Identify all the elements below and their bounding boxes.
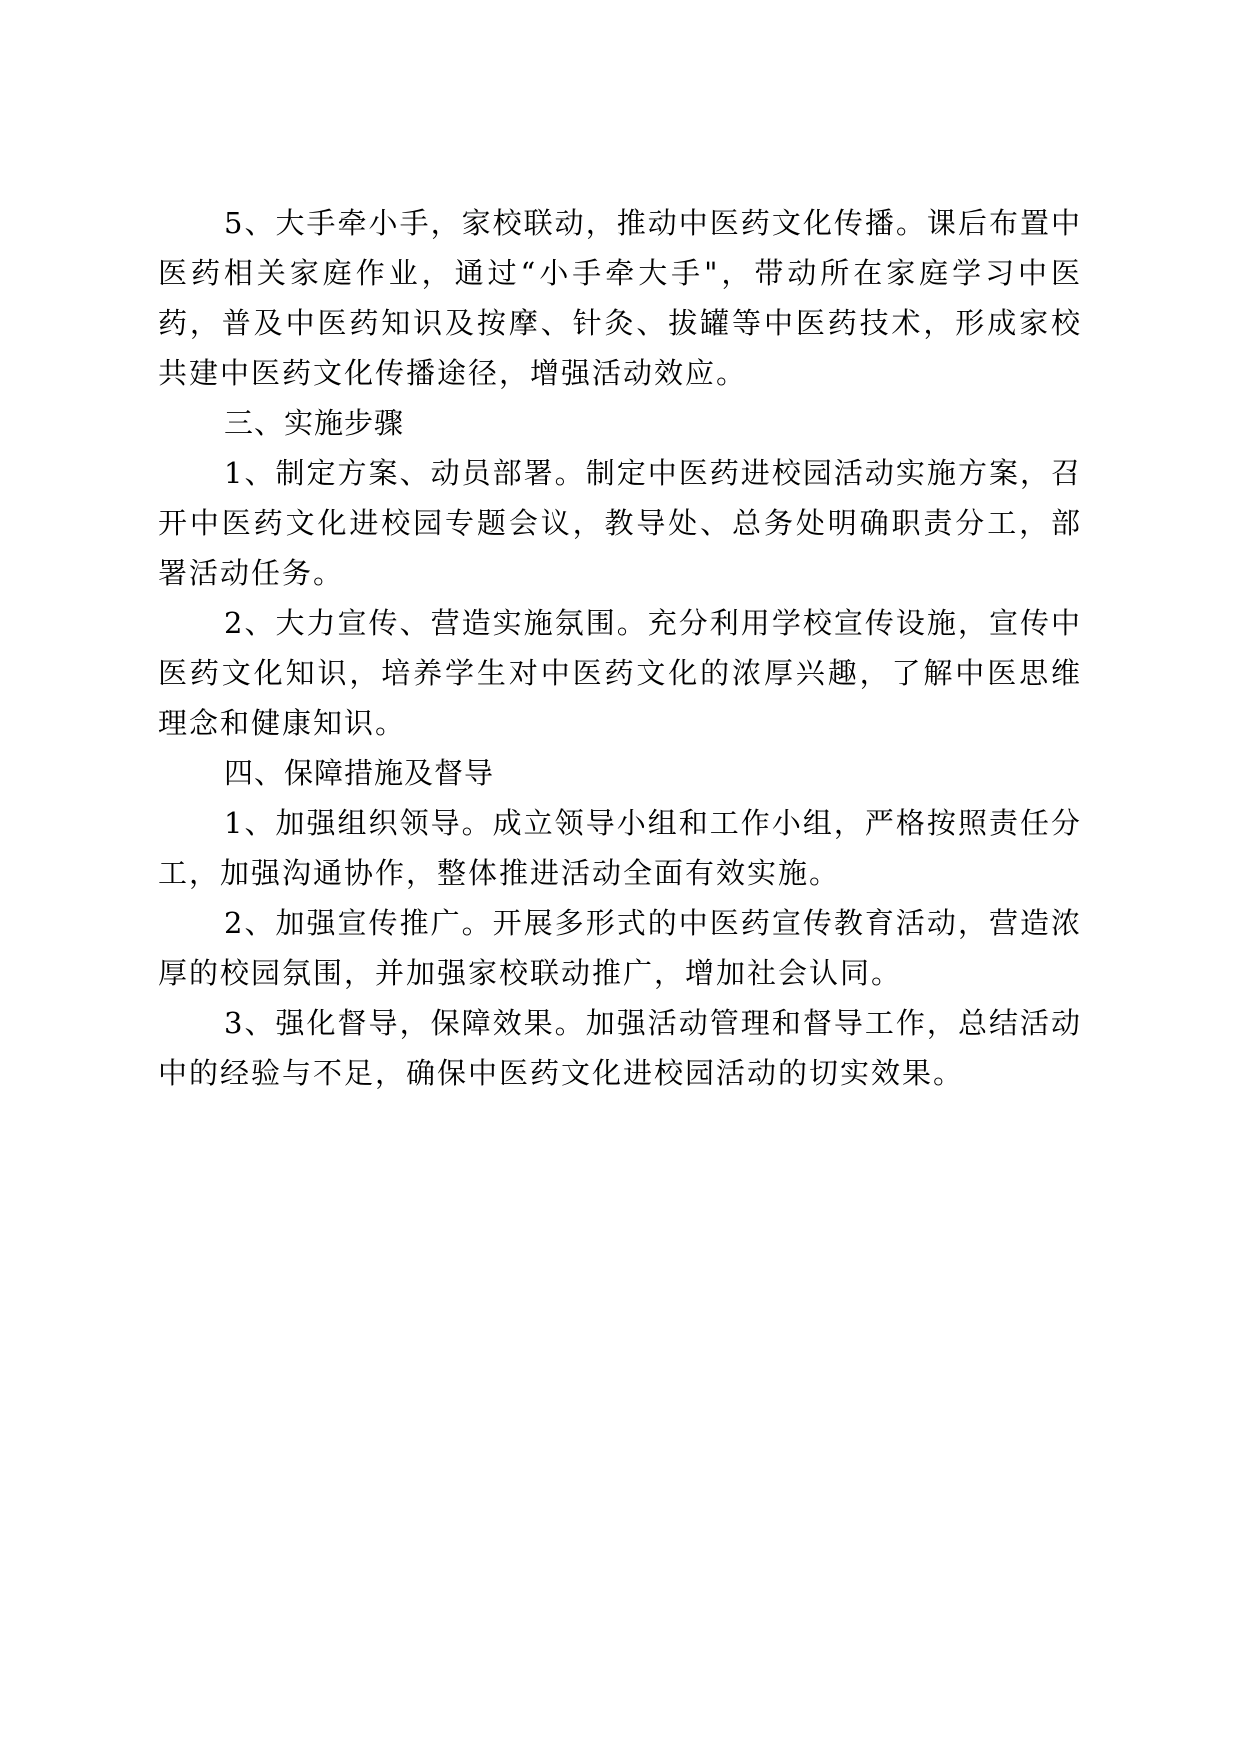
paragraph-supervision-effect: 3、强化督导，保障效果。加强活动管理和督导工作，总结活动中的经验与不足，确保中医药文化进校园活动的切实效果。 [158,1006,1082,1090]
paragraph-publicity-atmosphere: 2、大力宣传、营造实施氛围。充分利用学校宣传设施，宣传中医药文化知识，培养学生对中医药文化的浓厚兴趣，了解中医思维理念和健康知识。 [158,606,1082,740]
paragraph-home-school-linkage: 5、大手牵小手，家校联动，推动中医药文化传播。课后布置中医药相关家庭作业，通过“小手牵大手"，带动所在家庭学习中医药，普及中医药知识及按摩、针灸、拔罐等中医药技术，形成家校共建中医药文化传播途径，增强活动效应。 [158,206,1082,390]
document-body [158,198,1082,1098]
paragraph-organization-leadership: 1、加强组织领导。成立领导小组和工作小组，严格按照责任分工，加强沟通协作，整体推进活动全面有效实施。 [158,806,1082,890]
section-heading-safeguards-supervision: 四、保障措施及督导 [224,756,495,790]
paragraph-publicity-promotion: 2、加强宣传推广。开展多形式的中医药宣传教育活动，营造浓厚的校园氛围，并加强家校联动推广，增加社会认同。 [158,906,1082,990]
section-heading-implementation-steps: 三、实施步骤 [224,406,405,440]
paragraph-plan-deployment: 1、制定方案、动员部署。制定中医药进校园活动实施方案，召开中医药文化进校园专题会议，教导处、总务处明确职责分工，部署活动任务。 [158,456,1082,590]
